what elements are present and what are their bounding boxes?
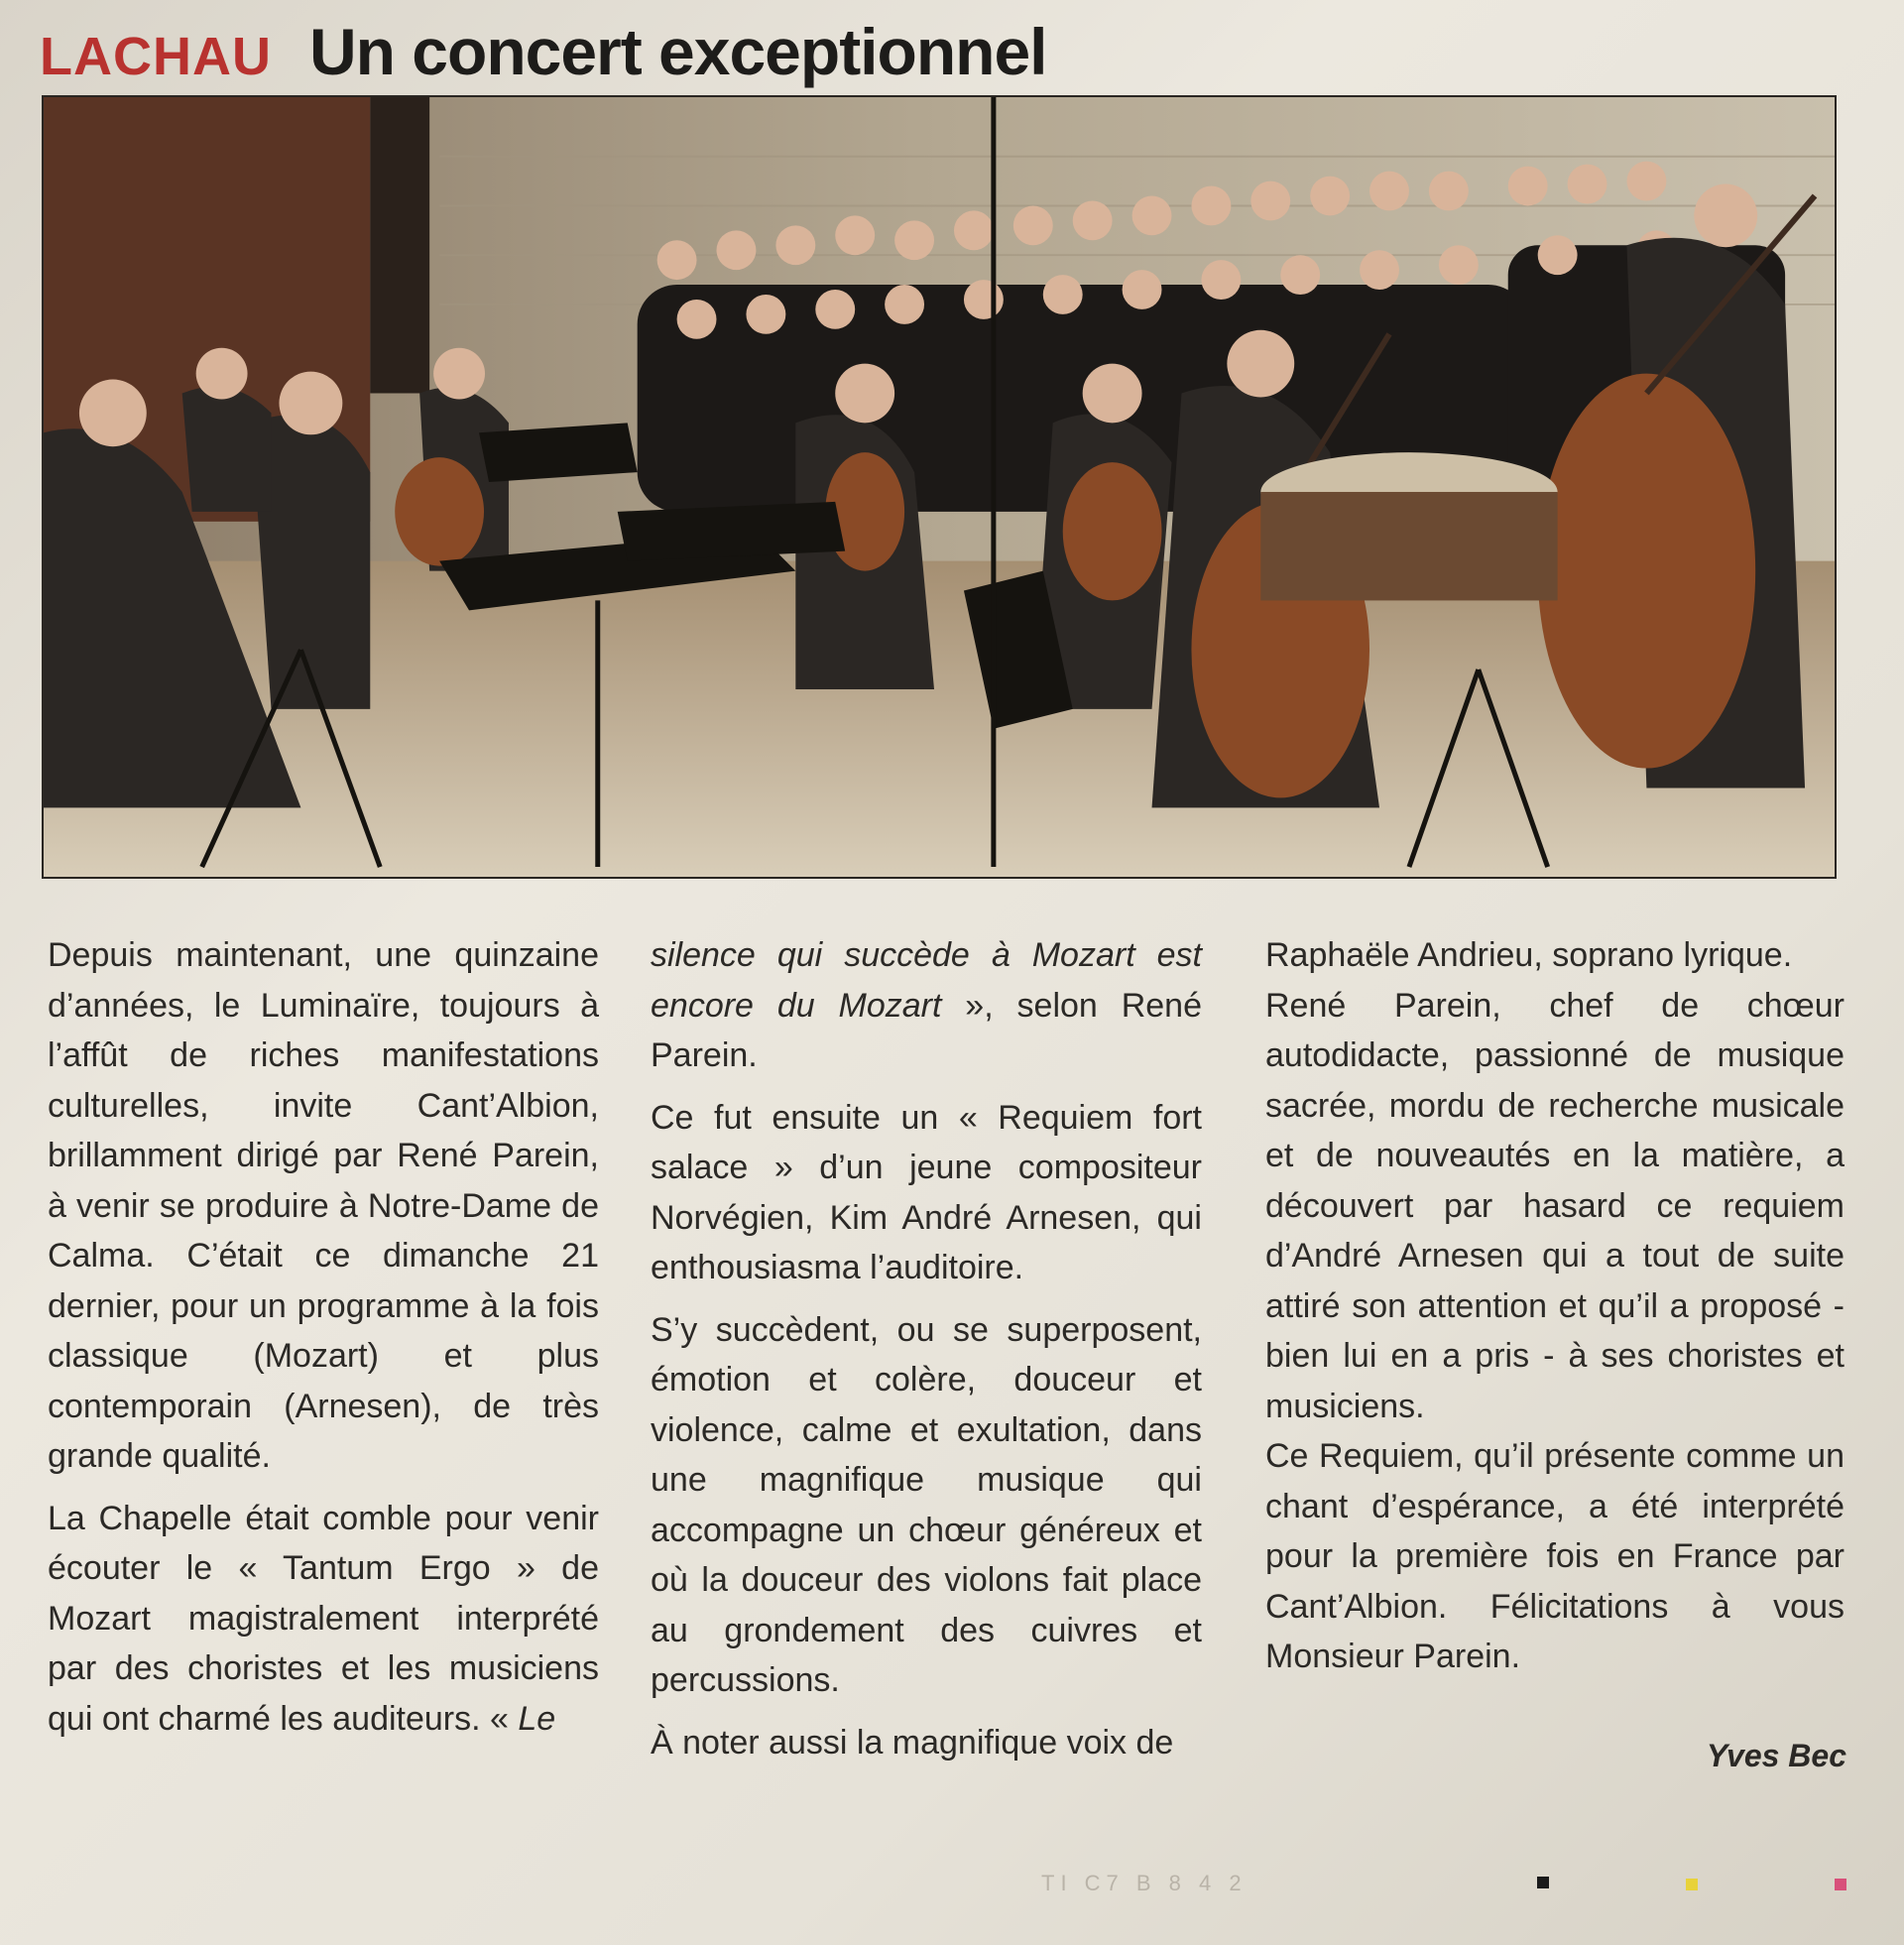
paragraph-text: », selon René Parein. — [651, 986, 1202, 1074]
paragraph: À noter aussi la magnifique voix de — [651, 1723, 1174, 1762]
concert-photo-illustration — [44, 97, 1835, 877]
print-registration-text: TI C7 B 8 4 2 — [1041, 1871, 1248, 1895]
paragraph: Ce Requiem, qu’il présente comme un chant d’espérance, a été interprété pour la première fois en France par Cant’Albion. Félicitations à vous Monsieur Parein. — [1265, 1437, 1844, 1675]
quote-italic: silence qui succède à Mozart est encore du Mozart — [651, 936, 1202, 1025]
article-title: Un concert exceptionnel — [308, 15, 1047, 88]
paragraph: Depuis maintenant, une quinzaine d’années, le Luminaïre, toujours à l’affût de riches manifestations culturelles, invite Cant’Albion, brillamment dirigé par René Parein, à venir se produire à Notre-Dame de Calma. C’était ce dimanche 21 dernier, pour un programme à la fois classique (Mozart) et plus contemporain (Arnesen), de très grande qualité. — [48, 936, 599, 1475]
headline — [40, 14, 1047, 93]
column-2 — [651, 930, 1202, 1779]
paragraph-text: La Chapelle était comble pour venir écouter le « Tantum Ergo » de Mozart magistralement interprété par des choristes et les musiciens qui ont charmé les auditeurs. « — [48, 1499, 599, 1738]
column-3 — [1265, 930, 1844, 1694]
section-kicker: LACHAU — [40, 27, 272, 86]
paragraph: Raphaële Andrieu, soprano lyrique. — [1265, 936, 1793, 974]
registration-square-black — [1537, 1877, 1549, 1888]
author-byline: Yves Bec — [1706, 1738, 1846, 1773]
article-body — [48, 930, 1848, 1783]
paragraph — [48, 1494, 599, 1745]
paragraph: René Parein, chef de chœur autodidacte, passionné de musique sacrée, mordu de recherche musicale et de nouveautés en la matière, a découvert par hasard ce requiem d’André Arnesen qui a tout de suite attiré son attention et qu’il a proposé - bien lui en a pris - à ses choristes et musiciens. — [1265, 986, 1844, 1425]
concert-photo — [42, 95, 1837, 879]
column-1 — [48, 930, 599, 1756]
registration-square-yellow — [1686, 1879, 1698, 1890]
print-marks — [1041, 1865, 1854, 1904]
paragraph — [651, 930, 1202, 1081]
paragraph: Ce fut ensuite un « Requiem fort salace » d’un jeune compositeur Norvégien, Kim André Arnesen, qui enthousiasma l’auditoire. — [651, 1098, 1202, 1286]
quote-italic: Le — [518, 1699, 556, 1738]
registration-square-magenta — [1835, 1879, 1846, 1890]
paragraph: S’y succèdent, ou se superposent, émotion et colère, douceur et violence, calme et exultation, dans une magnifique musique qui accompagne un chœur généreux et où la douceur des violons fait place au grondement des cuivres et percussions. — [651, 1310, 1202, 1699]
